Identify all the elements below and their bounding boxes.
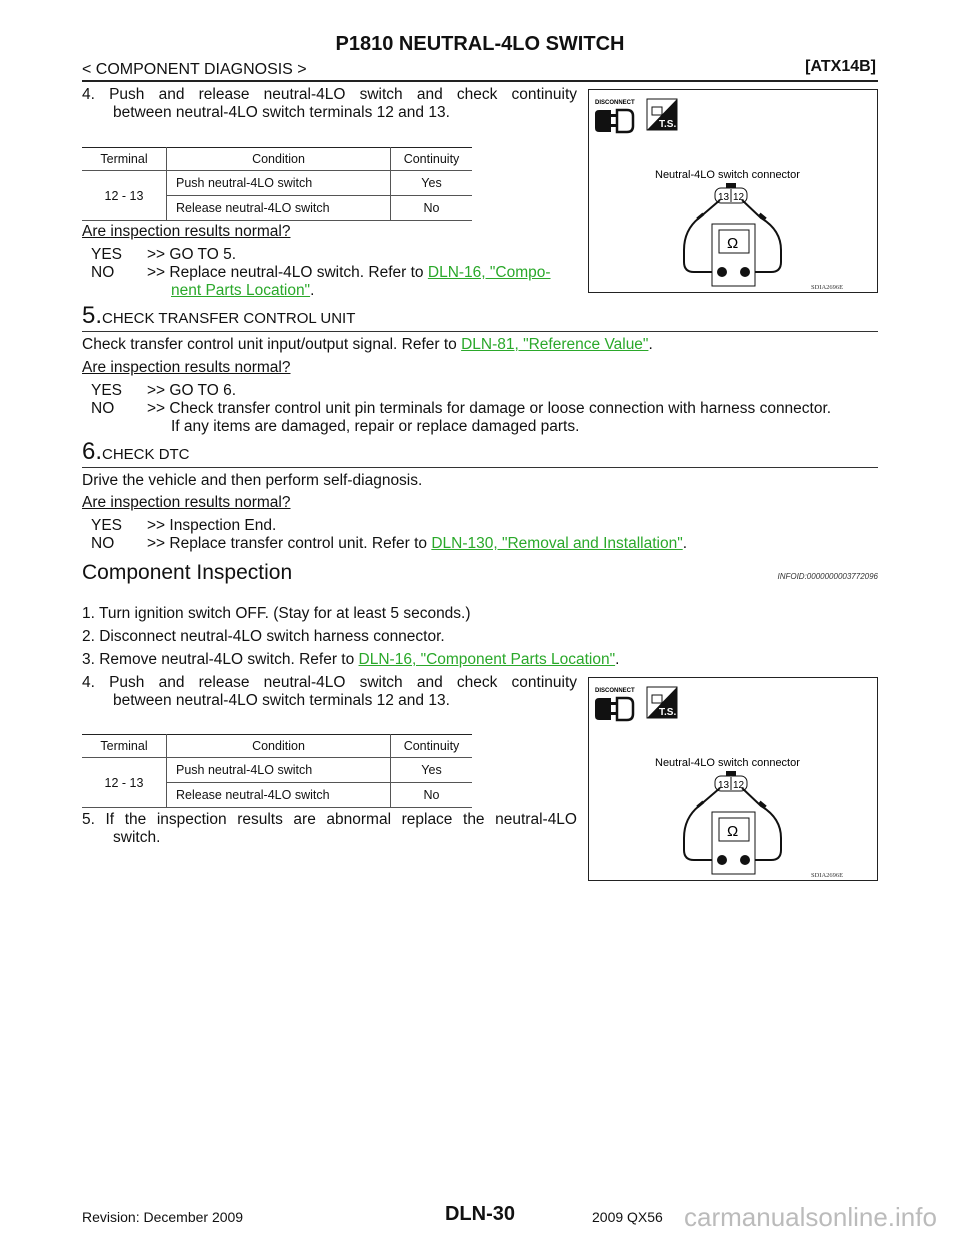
svg-text:DISCONNECT: DISCONNECT bbox=[595, 688, 635, 694]
info-id: INFOID:0000000003772096 bbox=[777, 572, 878, 581]
ts-icon bbox=[647, 687, 677, 718]
inspection-question: Are inspection results normal? bbox=[82, 359, 291, 376]
no-text: >> Replace transfer control unit. Refer to DLN-130, "Removal and Installation". bbox=[147, 535, 688, 552]
page-title: P1810 NEUTRAL-4LO SWITCH bbox=[335, 33, 625, 55]
no-text: >> Replace neutral-4LO switch. Refer to DLN-16, "Compo- bbox=[147, 264, 551, 281]
figure-code: SDIA2696E bbox=[811, 284, 844, 291]
header-rule bbox=[82, 80, 878, 82]
s6-text: Drive the vehicle and then perform self-diagnosis. bbox=[82, 472, 423, 489]
ci-step-4: 4. Push and release neutral-4LO switch and check continuity between neutral-4LO switch terminals 12 and 13. bbox=[82, 674, 577, 709]
svg-text:T.S.: T.S. bbox=[659, 707, 677, 718]
yes-label: YES bbox=[91, 246, 123, 263]
inspection-question: Are inspection results normal? bbox=[82, 223, 291, 240]
link-dln130[interactable]: DLN-130, "Removal and Installation" bbox=[431, 535, 683, 552]
link-dln16[interactable]: DLN-16, "Compo- bbox=[427, 264, 551, 281]
section-rule bbox=[82, 331, 878, 332]
connector-diagram bbox=[588, 89, 878, 293]
ohm-symbol: Ω bbox=[727, 235, 739, 252]
pin-13: 13 bbox=[718, 192, 730, 203]
component-inspection-title: Component Inspection bbox=[82, 561, 293, 584]
yes-text: >> GO TO 6. bbox=[147, 382, 237, 399]
no-label: NO bbox=[91, 400, 115, 417]
inspection-question: Are inspection results normal? bbox=[82, 494, 291, 511]
disconnect-icon bbox=[595, 100, 635, 132]
ci-step-3: 3. Remove neutral-4LO switch. Refer to DLN-16, "Component Parts Location". bbox=[82, 651, 620, 668]
section-breadcrumb: < COMPONENT DIAGNOSIS > bbox=[82, 61, 307, 78]
yes-text: >> Inspection End. bbox=[147, 517, 277, 534]
continuity-table-2: Terminal Condition Continuity 12 - 13 Push neutral-4LO switch Yes Release neutral-4LO switch No bbox=[82, 734, 472, 808]
yes-label: YES bbox=[91, 382, 123, 399]
no-text: >> Check transfer control unit pin terminals for damage or loose connection with harness connector. bbox=[147, 400, 832, 417]
section-5-heading: 5.CHECK TRANSFER CONTROL UNIT bbox=[82, 302, 356, 329]
section-rule bbox=[82, 467, 878, 468]
disconnect-icon bbox=[595, 688, 635, 720]
pin-13: 13 bbox=[718, 780, 730, 791]
continuity-table: Terminal Condition Continuity 12 - 13 Push neutral-4LO switch Yes Release neutral-4LO switch No bbox=[82, 147, 472, 221]
svg-text:T.S.: T.S. bbox=[659, 119, 677, 130]
section-6-heading: 6.CHECK DTC bbox=[82, 438, 190, 465]
yes-text: >> GO TO 5. bbox=[147, 246, 237, 263]
model-year: 2009 QX56 bbox=[592, 1209, 663, 1225]
ci-step-5: 5. If the inspection results are abnormal replace the neutral-4LO switch. bbox=[82, 811, 577, 846]
connector-label: Neutral-4LO switch connector bbox=[655, 169, 800, 181]
no-label: NO bbox=[91, 264, 115, 281]
figure-code: SDIA2696E bbox=[811, 872, 844, 879]
model-code: [ATX14B] bbox=[805, 58, 876, 75]
revision-date: Revision: December 2009 bbox=[82, 1209, 244, 1225]
pin-12: 12 bbox=[733, 780, 745, 791]
ts-icon bbox=[647, 99, 677, 130]
yes-label: YES bbox=[91, 517, 123, 534]
link-dln81[interactable]: DLN-81, "Reference Value" bbox=[461, 336, 649, 353]
no-text-cont: nent Parts Location". bbox=[171, 282, 315, 299]
ci-step-2: 2. Disconnect neutral-4LO switch harness connector. bbox=[82, 628, 445, 645]
connector-diagram bbox=[588, 677, 878, 881]
step4-text: 4. Push and release neutral-4LO switch and check continuity between neutral-4LO switch terminals 12 and 13. bbox=[82, 86, 577, 121]
link-dln16[interactable]: DLN-16, "Component Parts Location" bbox=[358, 651, 616, 668]
ci-step-1: 1. Turn ignition switch OFF. (Stay for at least 5 seconds.) bbox=[82, 605, 471, 622]
page-number: DLN-30 bbox=[444, 1203, 515, 1225]
svg-text:DISCONNECT: DISCONNECT bbox=[595, 100, 635, 106]
no-label: NO bbox=[91, 535, 115, 552]
watermark: carmanualsonline.info bbox=[684, 1202, 937, 1232]
no-text-cont: If any items are damaged, repair or replace damaged parts. bbox=[171, 418, 580, 435]
link-dln16-cont[interactable]: nent Parts Location" bbox=[171, 282, 311, 299]
connector-label: Neutral-4LO switch connector bbox=[655, 757, 800, 769]
s5-text: Check transfer control unit input/output signal. Refer to DLN-81, "Reference Value". bbox=[82, 336, 653, 353]
pin-12: 12 bbox=[733, 192, 745, 203]
ohm-symbol: Ω bbox=[727, 823, 739, 840]
